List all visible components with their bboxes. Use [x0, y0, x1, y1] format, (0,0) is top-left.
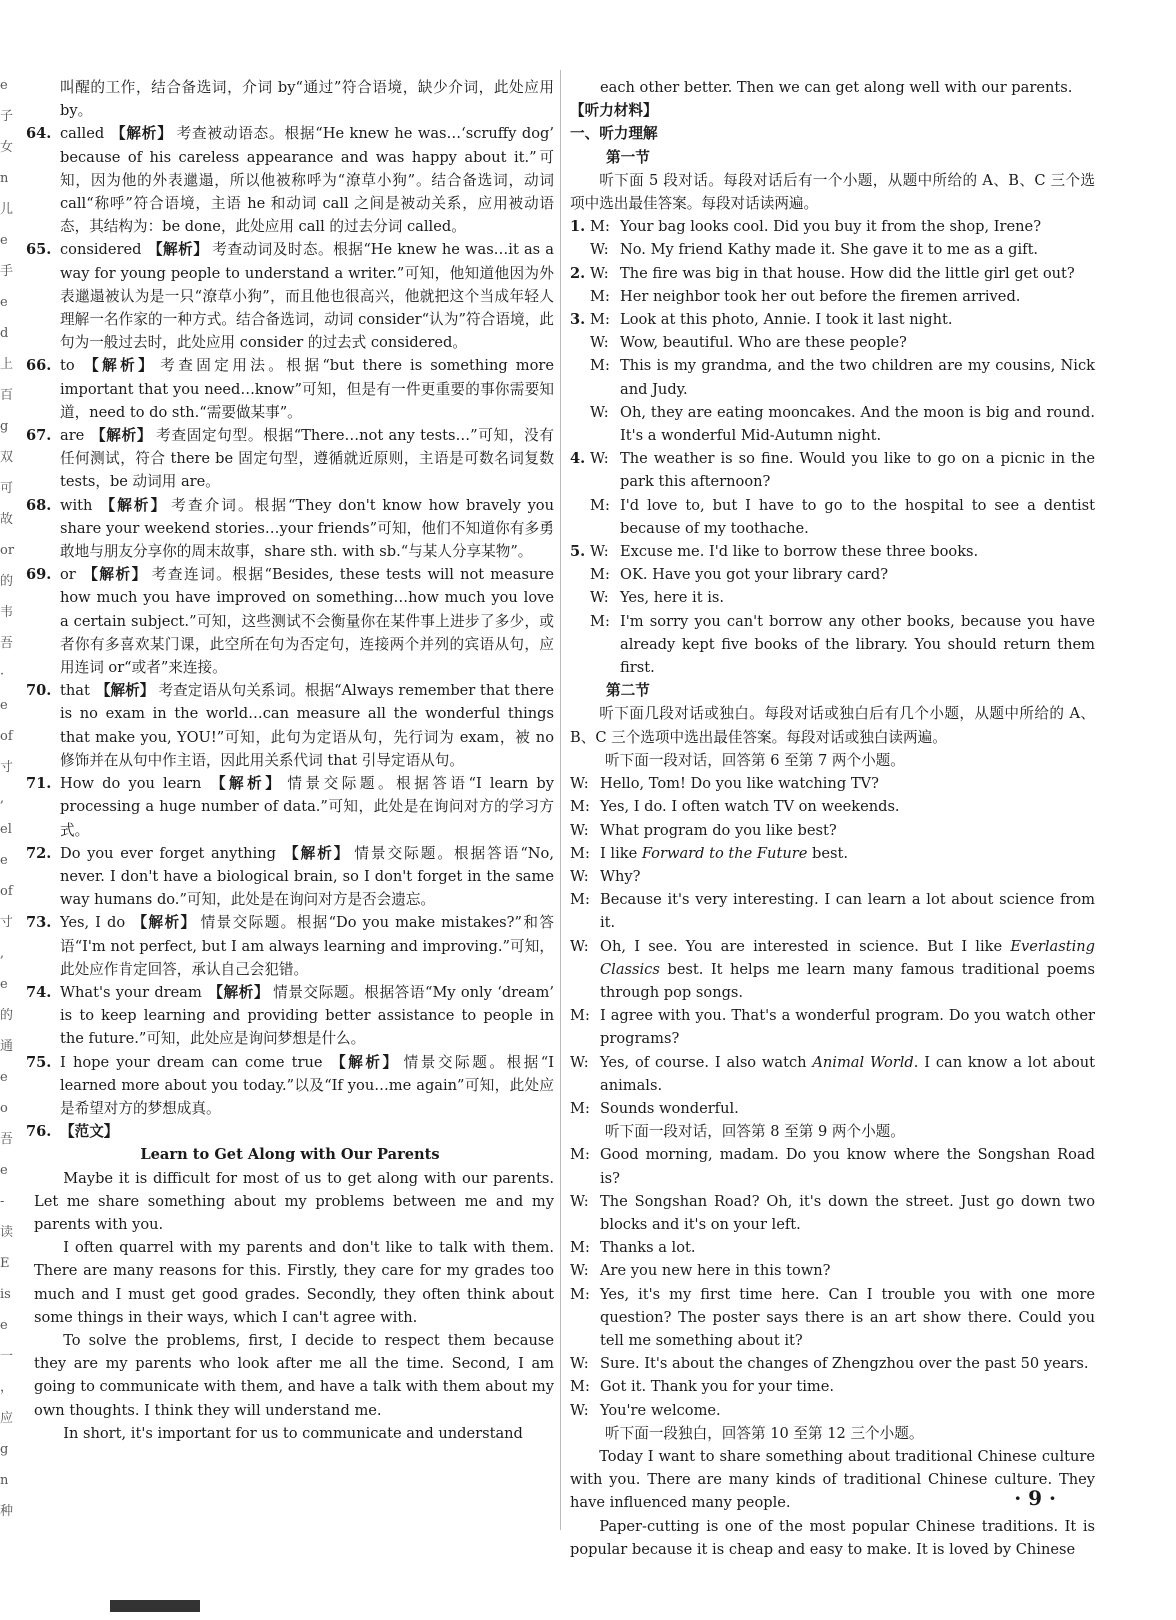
right-column — [570, 76, 1095, 1561]
dialogue-number: 5. — [570, 543, 586, 561]
line-text: Got it. Thank you for your time. — [600, 1378, 835, 1396]
dialogue-line — [570, 494, 1095, 540]
line-text: You're welcome. — [600, 1401, 721, 1419]
edge-char: e — [0, 1070, 8, 1085]
speaker: M: — [590, 218, 610, 236]
answer-item — [26, 679, 554, 772]
intro-text: 叫醒的工作，结合备选词，介词 by“通过”符合语境，缺少介词，此处应用 by。 — [60, 79, 554, 120]
dialogue-number: 4. — [570, 450, 586, 468]
conversation-8-9 — [570, 1143, 1095, 1421]
analysis-tag: 【解析】 — [90, 427, 153, 445]
analysis-text: 考查固定句型。根据“There…not any tests…”可知，没有任何测试，符合 there be 固定句型，遵循就近原则，主语是可数名词复数 tests，be 动词用 are。 — [60, 427, 554, 491]
line-text: Oh, they are eating mooncakes. And the moon is big and round. It's a wonderful Mid-Autumn night. — [620, 403, 1095, 445]
prompt-8-9: 听下面一段对话，回答第 8 至第 9 两个小题。 — [605, 1123, 905, 1141]
edge-char: d — [0, 326, 9, 341]
line-text: Yes, it's my first time here. Can I trouble you with one more question? The poster says there is an art show there. Could you tell me something about it? — [600, 1285, 1095, 1349]
analysis-text: 考查动词及时态。根据“He knew he was…it as a way for young people to understand a writer.”可知，他知道他因为外表邋遢被认为是一只“潦草小狗”，而且他也很高兴，他就把这个当成年轻人理解一名作家的一种方式。结合备选词，动词 consider“认为”符合语境，此句为一般过去时，此处应用 consider 的过去式 considered。 — [60, 241, 554, 352]
item-number: 69. — [26, 566, 52, 584]
edge-char: , — [0, 946, 5, 961]
analysis-text: 考查被动语态。根据“He knew he was…‘scruffy dog’ because of his careless appearance and was happy about it.”可知，因为他的外表邋遢，所以他被称呼为“潦草小狗”。结合备选词，动词 call“称呼”符合语境，主语 he 和动词 call 之间是被动关系，应用被动语态，其结构为：be done，此处应用 call 的过去分词 called。 — [60, 125, 554, 236]
edge-char: g — [0, 419, 9, 434]
analysis-text: 情景交际题。根据“I learned more about you today.”以及“If you…me again”可知，此处应是希望对方的梦想成真。 — [60, 1053, 554, 1117]
edge-char: o — [0, 1101, 8, 1116]
speaker: M: — [570, 1007, 590, 1025]
speaker: W: — [590, 334, 609, 352]
conversation-line — [570, 1352, 1095, 1375]
answer-item — [26, 842, 554, 912]
analysis-tag: 【解析】 — [110, 125, 173, 143]
answer-items — [26, 122, 554, 1120]
edge-char: 吾 — [0, 1132, 14, 1147]
speaker: M: — [570, 1378, 590, 1396]
edge-char: e — [0, 78, 8, 93]
edge-char: , — [0, 791, 5, 806]
line-text: The weather is so fine. Would you like to go on a picnic in the park this afternoon? — [620, 450, 1095, 491]
edge-char: 可 — [0, 481, 14, 496]
edge-char: 手 — [0, 264, 14, 279]
line-text-post: best. — [807, 844, 848, 862]
part-one-heading: 第一节 — [606, 148, 650, 166]
dialogue-line — [570, 238, 1095, 261]
left-column — [26, 76, 554, 1445]
analysis-tag: 【解析】 — [95, 682, 155, 700]
edge-char: 女 — [0, 140, 14, 155]
line-text: This is my grandma, and the two children are my cousins, Nick and Judy. — [620, 357, 1095, 398]
conversation-line — [570, 1097, 1095, 1120]
edge-char: el — [0, 822, 12, 837]
part-two-instructions: 听下面几段对话或独白。每段对话或独白后有几个小题，从题中所给的 A、B、C 三个选项中选出最佳答案。每段对话或独白读两遍。 — [570, 705, 1095, 746]
speaker: M: — [570, 798, 590, 816]
dialogue-line — [570, 563, 1095, 586]
conversation-line — [570, 772, 1095, 795]
speaker: W: — [570, 821, 589, 839]
essay-title: Learn to Get Along with Our Parents — [140, 1146, 440, 1164]
line-text: Her neighbor took her out before the firemen arrived. — [620, 287, 1021, 305]
edge-char: or — [0, 543, 15, 558]
analysis-text: 考查固定用法。根据“but there is something more important that you need…know”可知，但是有一件更重要的事你需要知道，need to do sth.“需要做某事”。 — [60, 357, 554, 421]
item-number: 76. — [26, 1123, 52, 1141]
item-answer: or — [60, 566, 76, 584]
conversation-line — [570, 1236, 1095, 1259]
analysis-text: 情景交际题。根据答语“No, never. I don't have a biological brain, so I don't forget in the same way humans do.”可知，此处是在询问对方是否会遗忘。 — [60, 844, 554, 909]
line-text: I agree with you. That's a wonderful program. Do you watch other programs? — [600, 1007, 1095, 1048]
line-text: The fire was big in that house. How did the little girl get out? — [620, 264, 1075, 282]
speaker: M: — [570, 891, 590, 909]
edge-char: 的 — [0, 574, 14, 589]
item-number: 74. — [26, 983, 52, 1001]
conversation-line — [570, 1283, 1095, 1353]
edge-char: e — [0, 233, 8, 248]
answer-item — [26, 494, 554, 564]
item-number: 73. — [26, 914, 52, 932]
answer-item — [26, 1051, 554, 1121]
program-title: Everlasting Classics — [600, 937, 1095, 978]
line-text: The Songshan Road? Oh, it's down the street. Just go down two blocks and it's on your left. — [600, 1192, 1095, 1233]
item-number: 66. — [26, 357, 52, 375]
dialogue-line — [570, 262, 1095, 285]
analysis-tag: 【解析】 — [80, 357, 157, 375]
edge-char: e — [0, 853, 8, 868]
dialogue-line — [570, 586, 1095, 609]
dialogue-line — [570, 215, 1095, 238]
edge-char: 双 — [0, 450, 14, 465]
speaker: W: — [590, 403, 609, 421]
part-two-heading: 第二节 — [606, 682, 650, 700]
item-answer: considered — [60, 241, 142, 259]
item-answer: are — [60, 427, 85, 445]
edge-char: e — [0, 977, 8, 992]
line-text: Because it's very interesting. I can learn a lot about science from it. — [600, 891, 1095, 932]
edge-char: ， — [0, 1380, 14, 1395]
conversation-line — [570, 1190, 1095, 1236]
line-text: What program do you like best? — [600, 821, 837, 839]
speaker: M: — [590, 311, 610, 329]
edge-char: e — [0, 295, 8, 310]
short-dialogues — [570, 215, 1095, 679]
edge-char: of — [0, 729, 13, 744]
analysis-text: 情景交际题。根据答语“I learn by processing a huge number of data.”可知，此处是在询问对方的学习方式。 — [60, 775, 554, 839]
essay-body — [26, 1167, 554, 1445]
edge-char: 吾 — [0, 636, 14, 651]
analysis-tag: 【解析】 — [147, 241, 209, 259]
edge-char: n — [0, 1473, 9, 1488]
speaker: M: — [590, 496, 610, 514]
line-text-post: . I can know a lot about animals. — [600, 1053, 1095, 1094]
speaker: W: — [570, 1401, 589, 1419]
speaker: M: — [570, 844, 590, 862]
column-divider — [560, 70, 561, 1530]
dialogue-line — [570, 308, 1095, 331]
edge-char: g — [0, 1442, 9, 1457]
edge-char: n — [0, 171, 9, 186]
edge-char: 寸 — [0, 915, 14, 930]
dialogue-line — [570, 447, 1095, 493]
speaker: W: — [570, 775, 589, 793]
edge-char: 一 — [0, 1349, 14, 1364]
speaker: W: — [590, 589, 609, 607]
analysis-tag: 【解析】 — [98, 496, 168, 514]
line-text: Your bag looks cool. Did you buy it from the shop, Irene? — [620, 218, 1042, 236]
item-number: 71. — [26, 775, 52, 793]
edge-char: is — [0, 1287, 11, 1302]
line-text: Wow, beautiful. Who are these people? — [620, 334, 907, 352]
answer-item — [26, 238, 554, 354]
edge-char: 的 — [0, 1008, 14, 1023]
item-number: 72. — [26, 844, 52, 862]
section-heading: 一、听力理解 — [570, 125, 658, 143]
speaker: M: — [590, 566, 610, 584]
conversation-line — [570, 935, 1095, 1005]
speaker: M: — [570, 1285, 590, 1303]
conversation-line — [570, 1004, 1095, 1050]
line-text: Yes, I do. I often watch TV on weekends. — [600, 798, 900, 816]
conversation-line — [570, 888, 1095, 934]
edge-char: 子 — [0, 109, 14, 124]
line-text: Why? — [600, 867, 641, 885]
dialogue-number: 3. — [570, 311, 586, 329]
program-title: Forward to the Future — [641, 844, 808, 862]
speaker: M: — [590, 612, 610, 630]
line-text: Good morning, madam. Do you know where the Songshan Road is? — [600, 1146, 1095, 1187]
essay-continuation: each other better. Then we can get along well with our parents. — [600, 79, 1073, 96]
dialogue-line — [570, 331, 1095, 354]
essay-paragraph: Maybe it is difficult for most of us to get along with our parents. Let me share something about my problems between me and my parents with you. — [34, 1169, 554, 1233]
item-answer: What's your dream — [60, 983, 202, 1001]
item-number: 68. — [26, 496, 52, 514]
line-text: Thanks a lot. — [600, 1239, 696, 1257]
conversation-line — [570, 865, 1095, 888]
line-text-post: best. It helps me learn many famous traditional poems through pop songs. — [600, 960, 1095, 1001]
conversation-line — [570, 1399, 1095, 1422]
analysis-text: 考查定语从句关系词。根据“Always remember that there is no exam in the world…can measure all the wonderful things that make you, YOU!”可知，此句为定语从句，先行词为 exam，被 no 修饰并在从句中作主语，因此用关系代词 that 引导定语从句。 — [60, 682, 554, 769]
edge-char: 通 — [0, 1039, 14, 1054]
edge-char: 读 — [0, 1225, 14, 1240]
edge-char: - — [0, 1194, 5, 1209]
line-text: Are you new here in this town? — [600, 1262, 831, 1280]
essay-tag: 【范文】 — [60, 1123, 119, 1141]
edge-char: E — [0, 1256, 10, 1271]
essay-item — [26, 1120, 554, 1143]
analysis-text: 考查连词。根据“Besides, these tests will not measure how much you have improved on something…how much you love a certain subject.”可知，这些测试不会衡量你在某件事上进步了多少，或者你有多喜欢某门课，此空所在句为否定句，连接两个并列的宾语从句，应用连词 or“或者”来连接。 — [60, 566, 554, 677]
dialogue-line — [570, 285, 1095, 308]
analysis-text: 情景交际题。根据答语“My only ‘dream’ is to keep learning and providing better assistance to people in the future.”可知，此处应是询问梦想是什么。 — [60, 983, 554, 1048]
essay-paragraph: To solve the problems, first, I decide to respect them because they are my parents who look after me all the time. Second, I am going to communicate with them, and have a talk with them about my own thoughts. I think they will understand me. — [34, 1331, 554, 1419]
edge-char: 儿 — [0, 202, 14, 217]
program-title: Animal World — [812, 1053, 914, 1071]
item-number: 64. — [26, 125, 52, 143]
left-edge-strip — [0, 70, 16, 1540]
answer-item — [26, 354, 554, 424]
prompt-6-7: 听下面一段对话，回答第 6 至第 7 两个小题。 — [605, 751, 905, 769]
speaker: W: — [570, 1192, 589, 1210]
line-text-pre: Yes, of course. I also watch — [600, 1053, 813, 1071]
analysis-text: 情景交际题。根据“Do you make mistakes?”和答语“I'm not perfect, but I am always learning and improving.”可知，此处应作肯定回答，承认自己会犯错。 — [60, 914, 554, 978]
edge-char: 应 — [0, 1411, 14, 1426]
conversation-line — [570, 1143, 1095, 1189]
answer-item — [26, 122, 554, 238]
edge-char: 韦 — [0, 605, 14, 620]
bottom-decoration — [110, 1600, 200, 1612]
item-number: 70. — [26, 682, 52, 700]
analysis-tag: 【解析】 — [282, 844, 351, 862]
item-answer: I hope your dream can come true — [60, 1053, 323, 1071]
line-text-pre: Oh, I see. You are interested in science. But I like — [600, 937, 1011, 955]
item-answer: Yes, I do — [60, 914, 126, 932]
line-text: Hello, Tom! Do you like watching TV? — [600, 775, 879, 793]
analysis-tag: 【解析】 — [207, 983, 270, 1001]
line-text: OK. Have you got your library card? — [620, 566, 889, 584]
conversation-line — [570, 1375, 1095, 1398]
line-text: Look at this photo, Annie. I took it last night. — [620, 311, 953, 329]
line-text: I'm sorry you can't borrow any other books, because you have already kept five books of the library. You should return them first. — [620, 612, 1095, 677]
dialogue-number: 2. — [570, 264, 586, 282]
answer-item — [26, 981, 554, 1051]
conversation-line — [570, 1051, 1095, 1097]
edge-char: 故 — [0, 512, 14, 527]
monologue-paragraph: Today I want to share something about traditional Chinese culture with you. There are many kinds of traditional Chinese culture. They have influenced many people. — [570, 1447, 1095, 1512]
speaker: M: — [570, 1099, 590, 1117]
item-answer: that — [60, 682, 90, 700]
monologue-paragraph: Paper-cutting is one of the most popular Chinese traditions. It is popular because it is cheap and easy to make. It is loved by Chinese — [570, 1517, 1095, 1558]
line-text: Sure. It's about the changes of Zhengzhou over the past 50 years. — [600, 1355, 1089, 1373]
edge-char: 寸 — [0, 760, 14, 775]
essay-paragraph: I often quarrel with my parents and don't like to talk with them. There are many reasons for this. Firstly, they care for my grades too much and I must get good grades. Secondly, they often think about some things in their ways, which I can't agree with. — [34, 1239, 554, 1326]
conversation-line — [570, 842, 1095, 865]
item-answer: How do you learn — [60, 775, 202, 793]
speaker: W: — [570, 1053, 589, 1071]
item-answer: to — [60, 357, 75, 375]
line-text: I'd love to, but I have to go to the hospital to see a dentist because of my toothache. — [620, 496, 1095, 537]
answer-item — [26, 424, 554, 494]
line-text: Sounds wonderful. — [600, 1099, 739, 1117]
item-number: 75. — [26, 1053, 52, 1071]
analysis-tag: 【解析】 — [328, 1053, 400, 1071]
item-answer: Do you ever forget anything — [60, 844, 276, 862]
speaker: W: — [570, 937, 589, 955]
edge-char: e — [0, 1318, 8, 1333]
prompt-10-12: 听下面一段独白，回答第 10 至第 12 三个小题。 — [605, 1424, 924, 1442]
speaker: M: — [570, 1146, 590, 1164]
speaker: W: — [590, 543, 609, 561]
speaker: W: — [590, 241, 609, 259]
item-answer: called — [60, 125, 105, 143]
line-text-pre: I like — [600, 844, 642, 862]
item-number: 67. — [26, 427, 52, 445]
dialogue-line — [570, 540, 1095, 563]
answer-item — [26, 911, 554, 981]
dialogue-number: 1. — [570, 218, 586, 236]
edge-char: e — [0, 698, 8, 713]
speaker: W: — [570, 1355, 589, 1373]
speaker: W: — [590, 264, 609, 282]
item-number: 65. — [26, 241, 52, 259]
conversation-6-7 — [570, 772, 1095, 1120]
analysis-tag: 【解析】 — [207, 775, 284, 793]
line-text: Yes, here it is. — [620, 589, 725, 607]
item-answer: with — [60, 496, 93, 514]
conversation-line — [570, 795, 1095, 818]
edge-char: e — [0, 1163, 8, 1178]
answer-item — [26, 563, 554, 679]
part-one-instructions: 听下面 5 段对话。每段对话后有一个小题，从题中所给的 A、B、C 三个选项中选出最佳答案。每段对话读两遍。 — [570, 171, 1095, 213]
conversation-line — [570, 819, 1095, 842]
speaker: W: — [590, 450, 609, 468]
edge-char: 种 — [0, 1504, 14, 1519]
edge-char: · — [0, 667, 5, 682]
dialogue-line — [570, 610, 1095, 680]
speaker: M: — [590, 287, 610, 305]
line-text: No. My friend Kathy made it. She gave it to me as a gift. — [620, 241, 1039, 259]
edge-char: 上 — [0, 357, 14, 372]
dialogue-line — [570, 401, 1095, 447]
dialogue-line — [570, 354, 1095, 400]
essay-paragraph: In short, it's important for us to communicate and understand — [63, 1424, 523, 1442]
edge-char: 百 — [0, 388, 14, 403]
analysis-tag: 【解析】 — [81, 566, 148, 584]
speaker: W: — [570, 1262, 589, 1280]
analysis-tag: 【解析】 — [131, 914, 197, 932]
page-number: · 9 · — [1014, 1486, 1056, 1510]
edge-char: of — [0, 884, 13, 899]
line-text: Excuse me. I'd like to borrow these three books. — [620, 543, 979, 561]
material-title: 【听力材料】 — [570, 102, 658, 120]
analysis-text: 考查介词。根据“They don't know how bravely you share your weekend stories…your friends”可知，他们不知道你有多勇敢地与朋友分享你的周末故事，share sth. with sb.“与某人分享某物”。 — [60, 496, 554, 561]
speaker: M: — [590, 357, 610, 375]
speaker: M: — [570, 1239, 590, 1257]
conversation-line — [570, 1259, 1095, 1282]
speaker: W: — [570, 867, 589, 885]
answer-item — [26, 772, 554, 842]
